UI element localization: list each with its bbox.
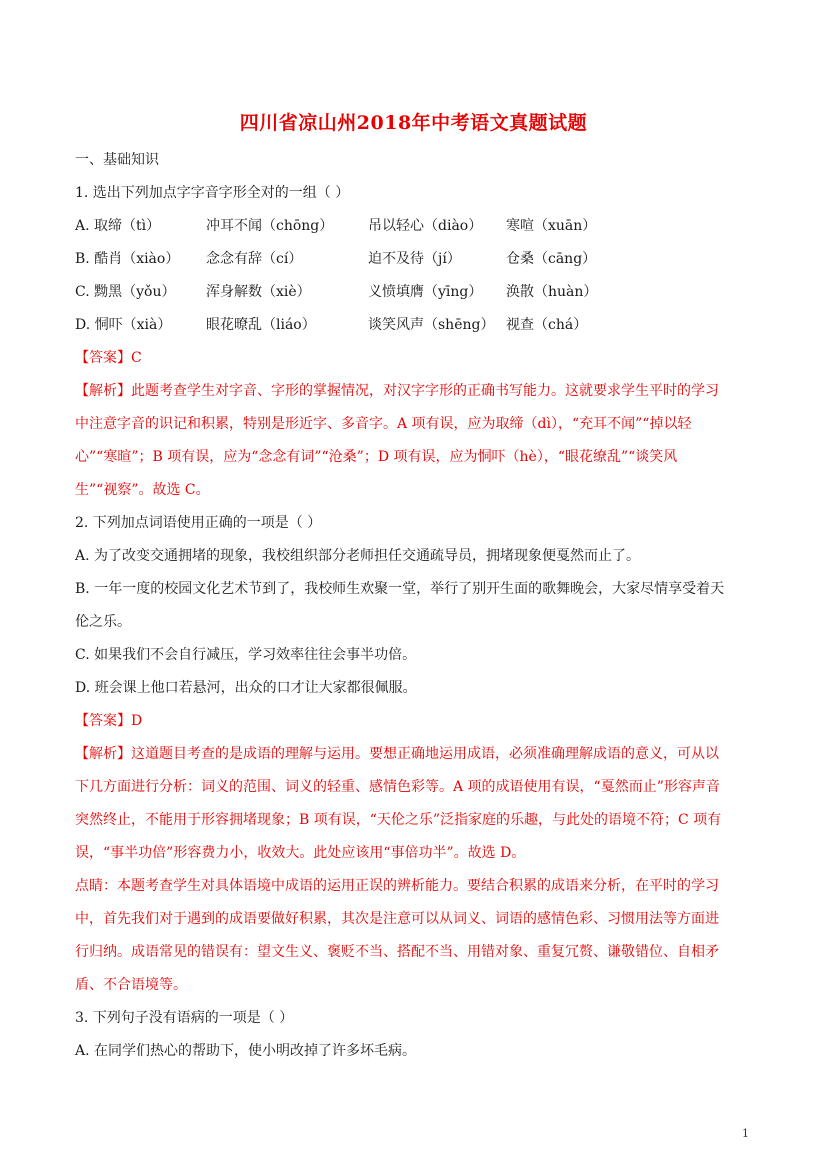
option-c-3: 义愤填膺（yīng） <box>368 284 483 300</box>
question-1-answer: 【答案】C <box>75 350 142 366</box>
question-2-option: A. 为了改变交通拥堵的现象，我校组织部分老师担任交通疏导员，拥堵现象便戛然而止了。 <box>75 548 641 564</box>
option-c-2: 浑身解数（xiè） <box>206 284 311 300</box>
question-1-stem: 1. 选出下列加点字字音字形全对的一组（ ） <box>75 185 350 201</box>
option-a-4: 寒喧（xuān） <box>506 218 597 234</box>
question-3-option: A. 在同学们热心的帮助下，使小明改掉了许多坏毛病。 <box>75 1043 417 1059</box>
question-2-note-line: 点睛：本题考查学生对具体语境中成语的运用正误的辨析能力。要结合积累的成语来分析，在平时的学习 <box>75 878 719 894</box>
question-1-analysis-line: 中注意字音的识记和积累，特别是形近字、多音字。A 项有误，应为取缔（dì），“充耳不闻”“掉以轻 <box>75 416 692 432</box>
question-2-option: C. 如果我们不会自行减压，学习效率往往会事半功倍。 <box>75 647 417 663</box>
question-2-option: D. 班会课上他口若悬河，出众的口才让大家都很佩服。 <box>75 680 417 696</box>
option-a-3: 吊以轻心（diào） <box>368 218 483 234</box>
question-2-note-line: 中，首先我们对于遇到的成语要做好积累，其次是注意可以从词义、词语的感情色彩、习惯用法等方面进 <box>75 911 719 927</box>
option-c-1: C. 黝黑（yǒu） <box>75 284 176 300</box>
question-1-analysis-line: 心”“寒暄”；B 项有误，应为“念念有词”“沧桑”；D 项有误，应为恫吓（hè），“眼花缭乱”“谈笑风 <box>75 449 678 465</box>
question-1-analysis-line: 生”“视察”。故选 C。 <box>75 482 210 498</box>
section-heading: 一、基础知识 <box>75 152 159 168</box>
option-d-4: 视查（chá） <box>506 317 588 333</box>
option-b-4: 仓桑（cāng） <box>506 251 597 267</box>
question-2-option: B. 一年一度的校园文化艺术节到了，我校师生欢聚一堂，举行了别开生面的歌舞晚会，大家尽情享受着天 <box>75 581 725 597</box>
question-2-analysis-line: 【解析】这道题目考查的是成语的理解与运用。要想正确地运用成语，必须准确理解成语的意义，可从以 <box>75 746 719 762</box>
question-2-analysis-line: 突然终止，不能用于形容拥堵现象；B 项有误，“天伦之乐”泛指家庭的乐趣，与此处的语境不符；C 项有 <box>75 812 722 828</box>
question-2-option: 伦之乐。 <box>75 614 131 630</box>
option-b-2: 念念有辞（cí） <box>206 251 303 267</box>
option-a-2: 冲耳不闻（chōng） <box>206 218 334 234</box>
option-c-4: 涣散（huàn） <box>506 284 598 300</box>
question-2-note-line: 盾、不合语境等。 <box>75 977 187 993</box>
question-2-note-line: 行归纳。成语常见的错误有：望文生义、褒贬不当、搭配不当、用错对象、重复冗赘、谦敬错位、自相矛 <box>75 944 719 960</box>
question-2-stem: 2. 下列加点词语使用正确的一项是（ ） <box>75 515 322 531</box>
question-2-answer: 【答案】D <box>75 713 143 729</box>
question-1-analysis-line: 【解析】此题考查学生对字音、字形的掌握情况，对汉字字形的正确书写能力。这就要求学生平时的学习 <box>75 383 719 399</box>
option-d-3: 谈笑风声（shēng） <box>368 317 495 333</box>
option-b-1: B. 酷肖（xiào） <box>75 251 180 267</box>
question-3-stem: 3. 下列句子没有语病的一项是（ ） <box>75 1010 294 1026</box>
option-d-2: 眼花暸乱（liáo） <box>206 317 316 333</box>
option-b-3: 迫不及待（jí） <box>368 251 461 267</box>
page-number: 1 <box>742 1127 749 1140</box>
option-a-1: A. 取缔（tì） <box>75 218 161 234</box>
document-title: 四川省凉山州2018年中考语文真题试题 <box>239 112 588 134</box>
option-d-1: D. 恫吓（xià） <box>75 317 172 333</box>
question-2-analysis-line: 误，“事半功倍”形容费力小，收效大。此处应该用“事倍功半”。故选 D。 <box>75 845 526 861</box>
question-2-analysis-line: 下几方面进行分析：词义的范围、词义的轻重、感情色彩等。A 项的成语使用有误，“戛然而止”形容声音 <box>75 779 720 795</box>
